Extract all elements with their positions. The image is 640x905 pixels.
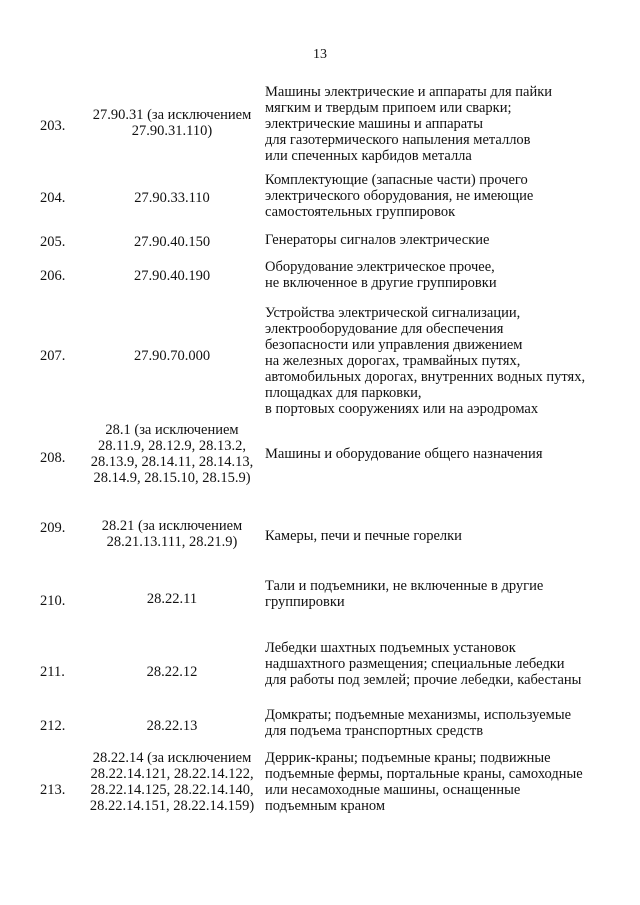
- description-line: Деррик-краны; подъемные краны; подвижные: [265, 750, 551, 766]
- description-line: подъемные фермы, портальные краны, самоходные: [265, 766, 583, 782]
- description-line: Устройства электрической сигнализации,: [265, 305, 521, 321]
- item-description: [265, 640, 615, 688]
- code-line: 28.11.9, 28.12.9, 28.13.2,: [97, 438, 247, 454]
- description-line: электрические машины и аппараты: [265, 116, 483, 132]
- okpd-code: [84, 664, 260, 680]
- item-description: [265, 750, 615, 814]
- row-number: 212.: [40, 718, 66, 734]
- page-number: 13: [313, 47, 327, 62]
- okpd-code: [84, 234, 260, 250]
- description-line: Машины и оборудование общего назначения: [265, 446, 543, 462]
- description-line: или спеченных карбидов металла: [265, 148, 472, 164]
- item-description: [265, 172, 615, 220]
- row-number: 208.: [40, 450, 66, 466]
- okpd-code: [84, 268, 260, 284]
- code-line: 28.13.9, 28.14.11, 28.14.13,: [90, 454, 254, 470]
- okpd-code: [84, 750, 260, 814]
- item-description: [265, 84, 615, 164]
- description-line: Тали и подъемники, не включенные в другие: [265, 578, 544, 594]
- row-number: 209.: [40, 520, 66, 536]
- code-line: 27.90.31.110): [131, 123, 213, 139]
- okpd-code: [84, 422, 260, 486]
- code-line: 27.90.40.190: [133, 268, 211, 284]
- description-line: подъемным краном: [265, 798, 386, 814]
- code-line: 28.22.11: [146, 591, 198, 607]
- code-line: 27.90.40.150: [133, 234, 211, 250]
- description-line: автомобильных дорогах, внутренних водных путях,: [265, 369, 586, 385]
- item-description: [265, 259, 615, 291]
- row-number: 211.: [40, 664, 65, 680]
- item-description: [265, 707, 615, 739]
- code-line: 28.21.13.111, 28.21.9): [106, 534, 238, 550]
- description-line: на железных дорогах, трамвайных путях,: [265, 353, 521, 369]
- okpd-code: [84, 718, 260, 734]
- code-line: 28.22.12: [146, 664, 198, 680]
- item-description: [265, 305, 615, 417]
- item-description: [265, 232, 615, 248]
- code-line: 28.14.9, 28.15.10, 28.15.9): [93, 470, 251, 486]
- item-description: [265, 528, 615, 544]
- okpd-code: [84, 591, 260, 607]
- okpd-code: [84, 518, 260, 550]
- row-number: 204.: [40, 190, 66, 206]
- description-line: группировки: [265, 594, 345, 610]
- description-line: для работы под землей; прочие лебедки, кабестаны: [265, 672, 582, 688]
- description-line: Генераторы сигналов электрические: [265, 232, 490, 248]
- description-line: для газотермического напыления металлов: [265, 132, 531, 148]
- description-line: Комплектующие (запасные части) прочего: [265, 172, 528, 188]
- code-line: 28.22.14.125, 28.22.14.140,: [90, 782, 254, 798]
- description-line: электрического оборудования, не имеющие: [265, 188, 534, 204]
- description-line: не включенное в другие группировки: [265, 275, 497, 291]
- description-line: Оборудование электрическое прочее,: [265, 259, 495, 275]
- description-line: Машины электрические и аппараты для пайки: [265, 84, 553, 100]
- code-line: 28.1 (за исключением: [105, 422, 239, 438]
- description-line: надшахтного размещения; специальные лебедки: [265, 656, 565, 672]
- code-line: 27.90.70.000: [133, 348, 211, 364]
- description-line: электрооборудование для обеспечения: [265, 321, 504, 337]
- item-description: [265, 446, 615, 462]
- description-line: безопасности или управления движением: [265, 337, 523, 353]
- code-line: 28.22.14.151, 28.22.14.159): [89, 798, 255, 814]
- description-line: самостоятельных группировок: [265, 204, 456, 220]
- row-number: 210.: [40, 593, 66, 609]
- description-line: площадках для парковки,: [265, 385, 422, 401]
- okpd-code: [84, 348, 260, 364]
- code-line: 27.90.33.110: [134, 190, 210, 206]
- description-line: Лебедки шахтных подъемных установок: [265, 640, 516, 656]
- okpd-code: [84, 190, 260, 206]
- code-line: 28.22.13: [146, 718, 198, 734]
- okpd-code: [84, 107, 260, 139]
- code-line: 28.22.14 (за исключением: [92, 750, 252, 766]
- code-line: 28.21 (за исключением: [101, 518, 243, 534]
- description-line: мягким и твердым припоем или сварки;: [265, 100, 512, 116]
- code-line: 27.90.31 (за исключением: [92, 107, 252, 123]
- row-number: 207.: [40, 348, 66, 364]
- item-description: [265, 578, 615, 610]
- code-line: 28.22.14.121, 28.22.14.122,: [90, 766, 254, 782]
- description-line: Домкраты; подъемные механизмы, используемые: [265, 707, 572, 723]
- row-number: 206.: [40, 268, 66, 284]
- description-line: для подъема транспортных средств: [265, 723, 484, 739]
- description-line: в портовых сооружениях или на аэродромах: [265, 401, 539, 417]
- description-line: или несамоходные машины, оснащенные: [265, 782, 521, 798]
- description-line: Камеры, печи и печные горелки: [265, 528, 462, 544]
- row-number: 203.: [40, 118, 66, 134]
- row-number: 213.: [40, 782, 66, 798]
- row-number: 205.: [40, 234, 66, 250]
